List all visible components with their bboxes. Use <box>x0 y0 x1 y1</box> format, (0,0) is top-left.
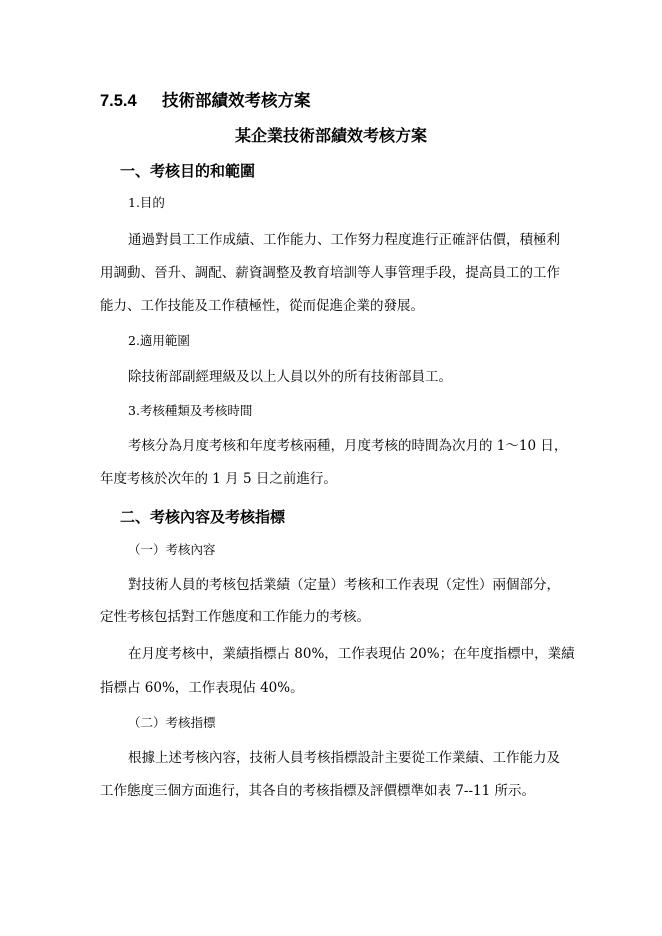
paragraph-line: 能力、工作技能及工作積極性，從而促進企業的發展。 <box>100 298 424 314</box>
paragraph-line: 通過對員工工作成績、工作能力、工作努力程度進行正確評估價，積極利 <box>128 232 560 248</box>
part1-sub1-label: 1.目的 <box>128 195 165 210</box>
paragraph-line: 除技術部副經理級及以上人員以外的所有技術部員工。 <box>128 369 452 385</box>
paragraph-line: 用調動、晉升、調配、薪資調整及教育培訓等人事管理手段，提高員工的工作 <box>100 265 560 281</box>
paragraph-line: 對技術人員的考核包括業績（定量）考核和工作表現（定性）兩個部分， <box>128 577 560 593</box>
part1-heading: 一、考核目的和範圍 <box>120 162 256 180</box>
section-number: 7.5.4 <box>100 92 137 110</box>
part1-sub3-label: 3.考核種類及考核時間 <box>128 403 253 418</box>
part2-heading: 二、考核內容及考核指標 <box>120 508 286 526</box>
paragraph-line: 工作態度三個方面進行，其各自的考核指標及評價標準如表 7--11 所示。 <box>100 783 535 799</box>
paragraph-line: 指標占 60%，工作表現佔 40%。 <box>100 680 304 696</box>
paragraph-line: 在月度考核中，業績指標占 80%，工作表現佔 20%；在年度指標中，業績 <box>128 646 575 662</box>
paragraph-line: 根據上述考核內容，技術人員考核指標設計主要從工作業績、工作能力及 <box>128 750 560 766</box>
part2-sub2-label: （二）考核指標 <box>128 715 216 730</box>
document-title: 某企業技術部績效考核方案 <box>234 126 427 145</box>
part1-sub2-label: 2.適用範圍 <box>128 333 190 348</box>
paragraph-line: 年度考核於次年的 1 月 5 日之前進行。 <box>100 471 337 487</box>
paragraph-line: 考核分為月度考核和年度考核兩種，月度考核的時間為次月的 1～10 日， <box>128 438 568 454</box>
part2-sub1-label: （一）考核內容 <box>128 542 216 557</box>
paragraph-line: 定性考核包括對工作態度和工作能力的考核。 <box>100 609 370 625</box>
section-title: 技術部績效考核方案 <box>162 91 311 110</box>
